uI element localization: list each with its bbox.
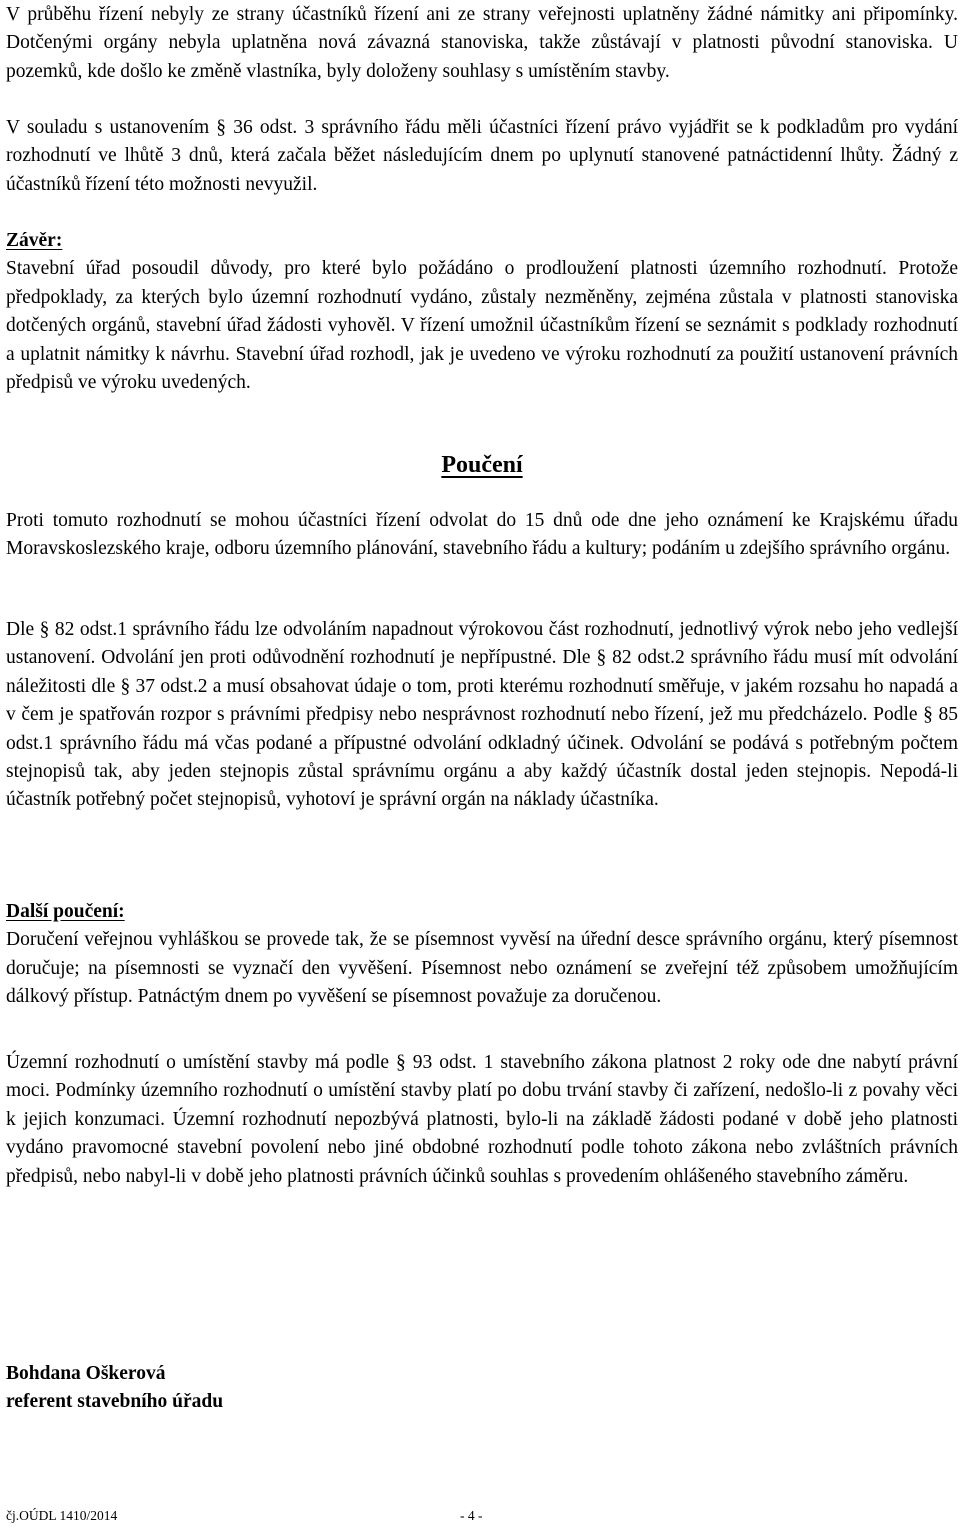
signature-role: referent stavebního úřadu (6, 1391, 224, 1412)
pouceni-paragraph-1: Proti tomuto rozhodnutí se mohou účastníci řízení odvolat do 15 dnů ode dne jeho oznámení ke Krajskému úřadu Moravskoslezského kraje, odboru územního plánování, stavebního řádu a kultury; podáním u zdejšího správního orgánu. (6, 510, 958, 560)
souladu-paragraph: V souladu s ustanovením § 36 odst. 3 správního řádu měli účastníci řízení právo vyjádřit se k podkladům pro vydání rozhodnutí ve lhůtě 3 dnů, která začala běžet následujícím dnem po uplynutí stanovené patnáctidenní lhůty. Žádný z účastníků řízení této možnosti nevyužil. (6, 117, 958, 195)
pouceni-title: Poučení (441, 452, 523, 478)
intro-paragraph: V průběhu řízení nebyly ze strany účastníků řízení ani ze strany veřejnosti uplatněny žádné námitky ani připomínky. Dotčenými orgány nebyla uplatněna nová závazná stanoviska, takže zůstávají v platnosti původní stanoviska. U pozemků, kde došlo ke změně vlastníka, byly doloženy souhlasy s umístěním stavby. (6, 4, 958, 82)
dalsi-pouceni-heading: Další poučení: (6, 901, 125, 922)
page-number: - 4 - (460, 1508, 483, 1523)
signature-block (6, 1360, 958, 1416)
zaver-text: Stavební úřad posoudil důvody, pro které bylo požádáno o prodloužení platnosti územního rozhodnutí. Protože předpoklady, za kterých bylo územní rozhodnutí vydáno, zůstaly nezměněny, zejména zůstala v platnosti stanoviska dotčených orgánů, stavební úřad žádosti vyhověl. V řízení umožnil účastníkům řízení se seznámit s podklady rozhodnutí a uplatnit námitky k návrhu. Stavební úřad rozhodl, jak je uvedeno ve výroku rozhodnutí za použití ustanovení právních předpisů ve výroku uvedených. (6, 258, 958, 394)
zaver-section (6, 227, 958, 397)
pouceni-paragraph-2: Dle § 82 odst.1 správního řádu lze odvoláním napadnout výrokovou část rozhodnutí, jednotlivý výrok nebo jeho vedlejší ustanovení. Odvolání jen proti odůvodnění rozhodnutí je nepřípustné. Dle § 82 odst.2 správního řádu musí mít odvolání náležitosti dle § 37 odst.2 a musí obsahovat údaje o tom, proti kterému rozhodnutí směřuje, v jakém rozsahu ho napadá a v čem je spatřován rozpor s právními předpisy nebo nesprávnost rozhodnutí nebo řízení, jež mu předcházelo. Podle § 85 odst.1 správního řádu má včas podané a přípustné odvolání odkladný účinek. Odvolání se podává s potřebným počtem stejnopisů tak, aby jeden stejnopis zůstal správnímu orgánu a aby každý účastník dostal jeden stejnopis. Nepodá-li účastník potřebný počet stejnopisů, vyhotoví je správní orgán na náklady účastníka. (6, 619, 958, 811)
zaver-heading: Závěr: (6, 230, 63, 251)
dalsi-pouceni-paragraph-2: Územní rozhodnutí o umístění stavby má podle § 93 odst. 1 stavebního zákona platnost 2 roky ode dne nabytí právní moci. Podmínky územního rozhodnutí o umístění stavby platí po dobu trvání stavby či zařízení, nedošlo-li z povahy věci k jejich konzumaci. Územní rozhodnutí nepozbývá platnosti, bylo-li na základě žádosti podané v době jeho platnosti vydáno pravomocné stavební povolení nebo jiné obdobné rozhodnutí podle tohoto zákona nebo zvláštních právních předpisů, nebo nabyl-li v době jeho platnosti právních účinků souhlas s provedením ohlášeného stavebního záměru. (6, 1052, 958, 1187)
signature-name: Bohdana Oškerová (6, 1363, 166, 1384)
dalsi-pouceni-section (6, 898, 958, 1012)
dalsi-pouceni-paragraph-1: Doručení veřejnou vyhláškou se provede tak, že se písemnost vyvěsí na úřední desce správního orgánu, který písemnost doručuje; na písemnosti se vyznačí den vyvěšení. Písemnost nebo oznámení se zveřejní též způsobem umožňujícím dálkový přístup. Patnáctým dnem po vyvěšení se písemnost považuje za doručenou. (6, 929, 958, 1008)
document-reference: čj.OÚDL 1410/2014 (6, 1508, 118, 1523)
